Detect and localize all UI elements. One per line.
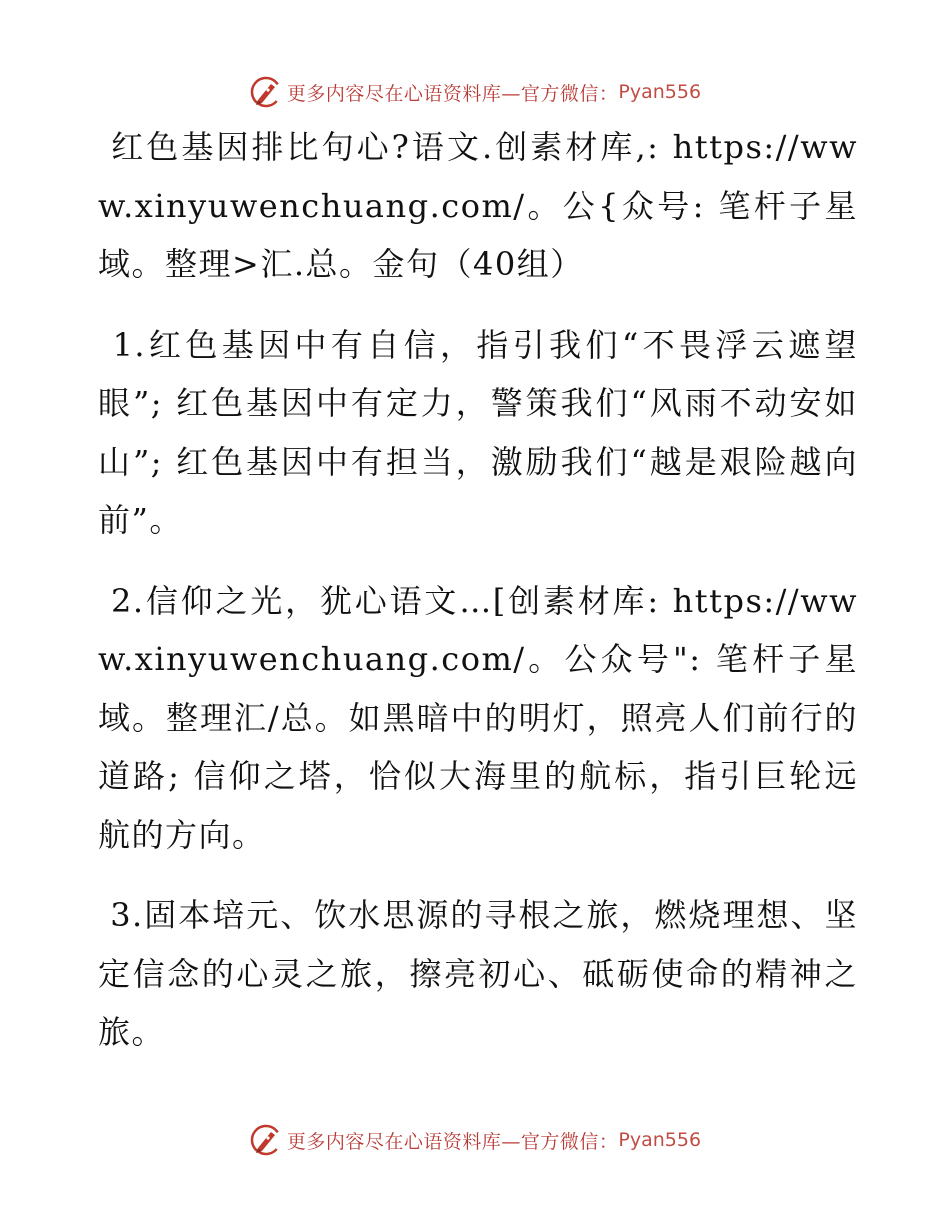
paragraph-1: 1.红色基因中有自信，指引我们“不畏浮云遮望眼”; 红色基因中有定力，警策我们“风雨不动安如山”; 红色基因中有担当，激励我们“越是艰险越向前”。 <box>98 325 858 539</box>
paragraph-2: 2.信仰之光，犹心语文…[创素材库: https://www.xinyuwenchuang.com/。公众号": 笔杆子星域。整理汇/总。如黑暗中的明灯，照亮人们前行的道路; 信仰之塔，恰似大海里的航标，指引巨轮远航的方向。 <box>98 581 858 854</box>
paragraph-3: 3.固本培元、饮水思源的寻根之旅，燃烧理想、坚定信念的心灵之旅，擦亮初心、砥砺使命的精神之旅。 <box>98 896 858 1051</box>
document-body <box>98 118 858 1084</box>
header-watermark-text: 更多内容尽在心语资料库—官方微信： <box>286 82 619 105</box>
header-watermark <box>0 72 950 112</box>
footer-watermark <box>0 1120 950 1160</box>
paragraph-intro: 红色基因排比句心?语文.创素材库,: https://www.xinyuwenchuang.com/。公{众号: 笔杆子星域。整理>汇.总。金句（40组） <box>98 128 858 283</box>
footer-watermark-text: 更多内容尽在心语资料库—官方微信： <box>286 1130 619 1153</box>
header-watermark-id: Pyan556 <box>618 81 702 103</box>
pen-nib-logo-icon <box>249 1123 283 1157</box>
footer-watermark-id: Pyan556 <box>618 1129 702 1151</box>
pen-nib-logo-icon <box>249 75 283 109</box>
